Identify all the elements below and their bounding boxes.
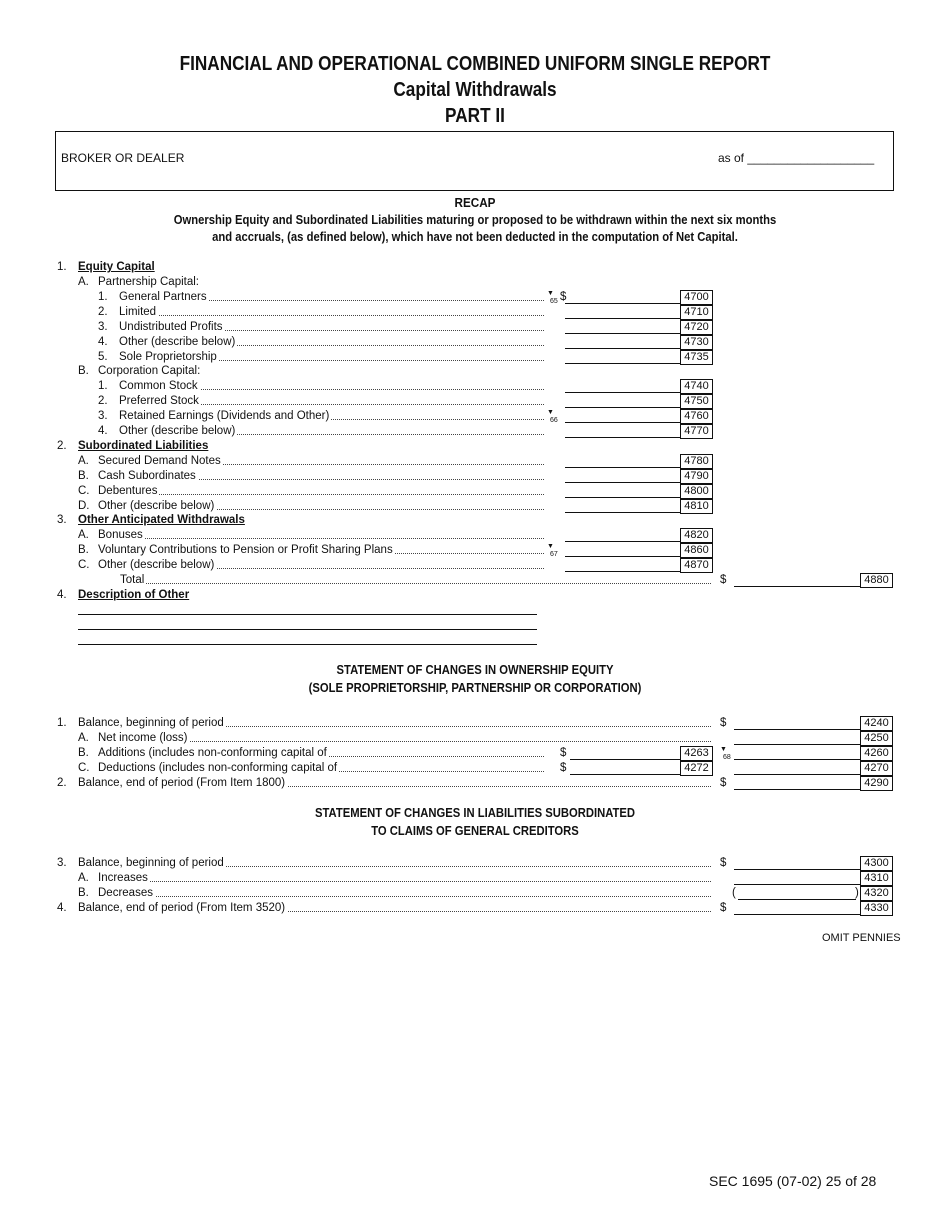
code-box: 4263 — [680, 746, 713, 761]
line-item-label: General Partners — [119, 291, 207, 303]
marker-number: 67 — [550, 551, 558, 558]
line-item-label: Cash Subordinates — [98, 470, 196, 482]
code-box: 4260 — [860, 746, 893, 761]
item-number: B. — [78, 470, 89, 482]
amount-field[interactable] — [565, 363, 680, 364]
item-number: 3. — [57, 857, 67, 869]
code-box: 4870 — [680, 558, 713, 573]
item-letter: B. — [78, 365, 89, 377]
as-of-field[interactable]: as of ___________________ — [718, 151, 875, 165]
code-box: 4820 — [680, 528, 713, 543]
code-box: 4810 — [680, 499, 713, 514]
line-item-label: Retained Earnings (Dividends and Other) — [119, 410, 330, 422]
line-item-label: Common Stock — [119, 380, 198, 392]
form-footer: SEC 1695 (07-02) 25 of 28 — [709, 1173, 877, 1189]
subordinated-changes-subtitle: TO CLAIMS OF GENERAL CREDITORS — [371, 824, 579, 838]
line-item-label: Other (describe below) — [98, 559, 215, 571]
balance-begin-label: Balance, beginning of period — [78, 717, 224, 729]
code-box: 4860 — [680, 543, 713, 558]
item-number: 4. — [57, 902, 67, 914]
code-box: 4750 — [680, 394, 713, 409]
omit-pennies-note: OMIT PENNIES — [822, 932, 901, 944]
amount-field[interactable] — [565, 512, 680, 513]
amount-field[interactable] — [565, 392, 680, 393]
line-item-label: Preferred Stock — [119, 395, 199, 407]
code-box: 4780 — [680, 454, 713, 469]
amount-field[interactable] — [565, 571, 680, 572]
code-box: 4710 — [680, 305, 713, 320]
item-number: 5. — [98, 351, 108, 363]
section-number: 2. — [57, 440, 67, 452]
item-letter: A. — [78, 732, 89, 744]
description-line-3[interactable] — [78, 644, 537, 645]
dollar-sign: $ — [720, 574, 727, 586]
dollar-sign: $ — [560, 291, 567, 303]
additions-label: Additions (includes non-conforming capital of — [98, 747, 327, 759]
ownership-equity-title: STATEMENT OF CHANGES IN OWNERSHIP EQUITY — [336, 663, 614, 677]
code-box: 4760 — [680, 409, 713, 424]
marker-number: 65 — [550, 298, 558, 305]
broker-dealer-label: BROKER OR DEALER — [61, 151, 185, 165]
item-number: 4. — [98, 425, 108, 437]
balance-begin-row — [78, 716, 711, 731]
line-item — [119, 379, 544, 394]
subordinated-liabilities-heading: Subordinated Liabilities — [78, 440, 209, 452]
net-income-row — [98, 731, 711, 746]
balance-end-label: Balance, end of period (From Item 1800) — [78, 777, 286, 789]
item-letter: C. — [78, 762, 90, 774]
partnership-capital-heading: Partnership Capital: — [98, 276, 199, 288]
amount-field[interactable] — [565, 318, 680, 319]
dollar-sign: $ — [720, 902, 727, 914]
code-box: 4800 — [680, 484, 713, 499]
deductions-label: Deductions (includes non-conforming capital of — [98, 762, 338, 774]
sub-balance-end-row — [78, 901, 711, 916]
item-number: 4. — [98, 336, 108, 348]
equity-capital-heading: Equity Capital — [78, 261, 155, 273]
line-item — [119, 424, 544, 439]
line-item — [119, 320, 544, 335]
line-item — [119, 335, 544, 350]
amount-field[interactable] — [565, 303, 680, 304]
total-row — [120, 573, 711, 588]
line-item-label: Other (describe below) — [119, 425, 236, 437]
line-item — [119, 350, 544, 365]
code-box: 4310 — [860, 871, 893, 886]
total-label: Total — [120, 574, 145, 586]
additions-row — [98, 746, 544, 761]
line-item-label: Sole Proprietorship — [119, 351, 217, 363]
item-number: 2. — [57, 777, 67, 789]
amount-field[interactable] — [565, 482, 680, 483]
code-box: 4250 — [860, 731, 893, 746]
report-subtitle: Capital Withdrawals — [393, 79, 557, 101]
total-amount-field[interactable] — [734, 586, 860, 587]
code-box: 4320 — [860, 886, 893, 901]
line-item-label: Other (describe below) — [98, 500, 215, 512]
amount-field[interactable] — [734, 759, 860, 760]
triangle-marker-icon: ▼ — [547, 409, 554, 416]
amount-field[interactable] — [565, 422, 680, 423]
code-box: 4300 — [860, 856, 893, 871]
code-box: 4720 — [680, 320, 713, 335]
code-box: 4330 — [860, 901, 893, 916]
dollar-sign: $ — [720, 857, 727, 869]
item-number: B. — [78, 544, 89, 556]
item-number: 1. — [98, 380, 108, 392]
code-box: 4290 — [860, 776, 893, 791]
code-box: 4740 — [680, 379, 713, 394]
sub-balance-end-label: Balance, end of period (From Item 3520) — [78, 902, 286, 914]
item-number: 3. — [98, 410, 108, 422]
description-of-other-heading: Description of Other — [78, 589, 190, 601]
recap-subtitle-2: and accruals, (as defined below), which have not been deducted in the computation of Net Capital. — [212, 230, 738, 244]
amount-field[interactable] — [734, 744, 860, 745]
item-number: C. — [78, 485, 90, 497]
amount-field[interactable] — [565, 497, 680, 498]
code-box: 4272 — [680, 761, 713, 776]
line-item — [98, 454, 544, 469]
section-number: 3. — [57, 514, 67, 526]
line-item-label: Debentures — [98, 485, 158, 497]
increases-row — [98, 871, 711, 886]
line-item — [98, 499, 544, 514]
other-anticipated-heading: Other Anticipated Withdrawals — [78, 514, 245, 526]
item-number: 1. — [57, 717, 67, 729]
code-box: 4700 — [680, 290, 713, 305]
code-box: 4270 — [860, 761, 893, 776]
line-item — [119, 409, 544, 424]
corporation-capital-heading: Corporation Capital: — [98, 365, 201, 377]
amount-field[interactable] — [734, 884, 860, 885]
section-number: 4. — [57, 589, 67, 601]
amount-field[interactable] — [734, 869, 860, 870]
line-item — [98, 558, 544, 573]
item-number: C. — [78, 559, 90, 571]
recap-title: RECAP — [454, 195, 496, 210]
decreases-label: Decreases — [98, 887, 153, 899]
marker-number: 66 — [550, 417, 558, 424]
line-item — [119, 305, 544, 320]
amount-field[interactable] — [738, 899, 856, 900]
item-number: 2. — [98, 395, 108, 407]
amount-field[interactable] — [734, 774, 860, 775]
item-letter: A. — [78, 276, 89, 288]
item-number: A. — [78, 455, 89, 467]
item-number: A. — [78, 529, 89, 541]
code-box: 4240 — [860, 716, 893, 731]
triangle-marker-icon: ▼ — [720, 746, 727, 753]
decreases-row — [98, 886, 711, 901]
net-income-label: Net income (loss) — [98, 732, 188, 744]
increases-label: Increases — [98, 872, 148, 884]
dollar-sign: $ — [560, 747, 567, 759]
line-item — [98, 543, 544, 558]
line-item-label: Limited — [119, 306, 157, 318]
ownership-equity-subtitle: (SOLE PROPRIETORSHIP, PARTNERSHIP OR CORPORATION) — [308, 681, 642, 695]
sub-balance-begin-row — [78, 856, 711, 871]
balance-end-row — [78, 776, 711, 791]
close-paren: ) — [855, 887, 859, 899]
amount-field[interactable] — [570, 774, 680, 775]
triangle-marker-icon: ▼ — [547, 543, 554, 550]
line-item — [98, 528, 544, 543]
dollar-sign: $ — [720, 777, 727, 789]
amount-field[interactable] — [565, 556, 680, 557]
amount-field[interactable] — [570, 759, 680, 760]
subordinated-changes-title: STATEMENT OF CHANGES IN LIABILITIES SUBORDINATED — [314, 806, 636, 820]
description-line-1[interactable] — [78, 614, 537, 615]
description-line-2[interactable] — [78, 629, 537, 630]
item-letter: B. — [78, 747, 89, 759]
item-letter: A. — [78, 872, 89, 884]
code-box: 4735 — [680, 350, 713, 365]
amount-field[interactable] — [734, 729, 860, 730]
deductions-row — [98, 761, 544, 776]
code-box: 4730 — [680, 335, 713, 350]
line-item — [119, 394, 544, 409]
dollar-sign: $ — [720, 717, 727, 729]
item-number: 3. — [98, 321, 108, 333]
triangle-marker-icon: ▼ — [547, 290, 554, 297]
item-number: D. — [78, 500, 90, 512]
amount-field[interactable] — [565, 333, 680, 334]
report-title: FINANCIAL AND OPERATIONAL COMBINED UNIFORM SINGLE REPORT — [179, 53, 771, 75]
code-box: 4790 — [680, 469, 713, 484]
amount-field[interactable] — [565, 407, 680, 408]
amount-field[interactable] — [734, 914, 860, 915]
amount-field[interactable] — [565, 348, 680, 349]
line-item — [98, 469, 544, 484]
line-item-label: Secured Demand Notes — [98, 455, 221, 467]
item-number: 1. — [98, 291, 108, 303]
line-item — [119, 290, 544, 305]
section-number: 1. — [57, 261, 67, 273]
marker-number: 68 — [723, 754, 731, 761]
code-box: 4770 — [680, 424, 713, 439]
dollar-sign: $ — [560, 762, 567, 774]
amount-field[interactable] — [734, 789, 860, 790]
amount-field[interactable] — [565, 437, 680, 438]
open-paren: ( — [732, 887, 736, 899]
code-box: 4880 — [860, 573, 893, 588]
line-item-label: Other (describe below) — [119, 336, 236, 348]
item-number: 2. — [98, 306, 108, 318]
recap-subtitle-1: Ownership Equity and Subordinated Liabilities maturing or proposed to be withdrawn within the next six months — [173, 213, 777, 227]
item-letter: B. — [78, 887, 89, 899]
part-label: PART II — [445, 105, 505, 127]
line-item-label: Bonuses — [98, 529, 143, 541]
sub-balance-begin-label: Balance, beginning of period — [78, 857, 224, 869]
line-item-label: Voluntary Contributions to Pension or Profit Sharing Plans — [98, 544, 393, 556]
amount-field[interactable] — [565, 541, 680, 542]
line-item-label: Undistributed Profits — [119, 321, 223, 333]
line-item — [98, 484, 544, 499]
amount-field[interactable] — [565, 467, 680, 468]
